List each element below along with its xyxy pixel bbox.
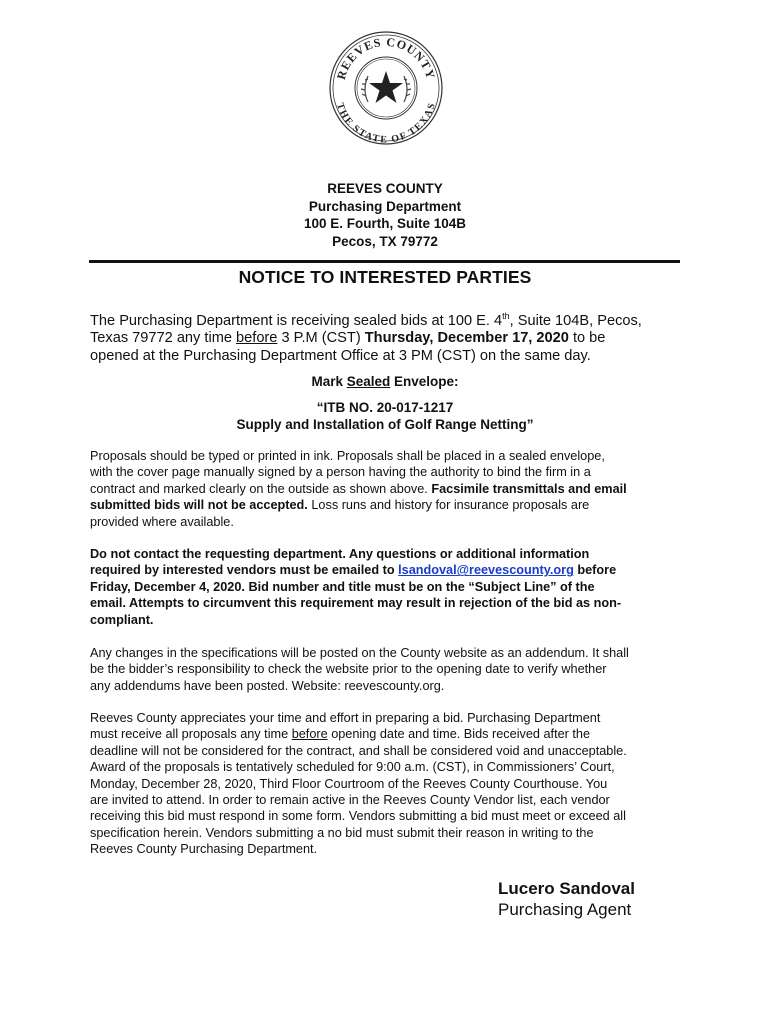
mark-envelope-label: Mark Sealed Envelope: <box>311 374 459 389</box>
signatory-name: Lucero Sandoval <box>498 879 635 898</box>
star-icon <box>369 71 403 103</box>
signatory-title: Purchasing Agent <box>498 900 632 919</box>
bid-due-date: Thursday, December 17, 2020 <box>364 330 569 347</box>
seal-top-text: REEVES COUNTY <box>333 34 439 82</box>
county-seal-logo <box>328 30 444 146</box>
header-divider <box>89 260 680 263</box>
contact-restriction-paragraph: Do not contact the requesting department. Any questions or additional information required by interested vendors must be emailed to lsandoval@reevescounty.org before Friday, December 4, 2020. Bid number and title must be on the “Subject Line” of the email. Attempts to circumvent this requirement may result in rejection of the bid as non- compliant. <box>90 547 622 627</box>
contact-email-link[interactable]: lsandoval@reevescounty.org <box>398 563 574 578</box>
seal-bottom-text: THE STATE OF TEXAS <box>334 101 438 146</box>
department-name: Purchasing Department <box>308 198 462 214</box>
signature-block <box>498 878 738 920</box>
itb-reference <box>0 399 770 433</box>
county-name: REEVES COUNTY <box>327 181 443 196</box>
street-address: 100 E. Fourth, Suite 104B <box>303 216 467 231</box>
proposal-instructions-paragraph: Proposals should be typed or printed in ink. Proposals shall be placed in a sealed envelope, with the cover page manually signed by a person having the authority to bind the firm in a contract and marked clearly on the outside as shown above. Facsimile transmittals and email submitted bids will not be accepted. Loss runs and history for insurance proposals are provided where available. <box>90 449 627 529</box>
itb-name: Supply and Installation of Golf Range Netting” <box>236 417 534 432</box>
address-header <box>0 180 770 250</box>
addendum-paragraph: Any changes in the specifications will be posted on the County website as an addendum. It shall be the bidder’s responsibility to check the website prior to the opening date to verify whether any addendums have been posted. Website: reevescounty.org. <box>90 646 629 693</box>
itb-number: “ITB NO. 20-017-1217 <box>316 400 454 415</box>
intro-paragraph: The Purchasing Department is receiving sealed bids at 100 E. 4th, Suite 104B, Pecos, Texas 79772 any time before 3 P.M (CST) Thursday, December 17, 2020 to be opened at the Purchasing Department Office at 3 PM (CST) on the same day. <box>90 311 642 364</box>
city-state-zip: Pecos, TX 79772 <box>332 233 438 249</box>
page-title: NOTICE TO INTERESTED PARTIES <box>238 267 532 287</box>
award-paragraph: Reeves County appreciates your time and effort in preparing a bid. Purchasing Department must receive all proposals any time before opening date and time. Bids received after the deadline will not be considered for the contract, and shall be considered void and unacceptable. Award of the proposals is tentatively scheduled for 9:00 a.m. (CST), in Commissioners’ Court, Monday, December 28, 2020, Third Floor Courtroom of the Reeves County Courthouse. You are invited to attend. In order to remain active in the Reeves County Vendor list, each vendor receiving this bid must respond in some form. Vendors submitting a bid must meet or exceed all specification herein. Vendors submitting a no bid must submit their reason in writing to the Reeves County Purchasing Department. <box>90 711 627 857</box>
svg-text:THE STATE OF TEXAS <box>334 102 438 146</box>
